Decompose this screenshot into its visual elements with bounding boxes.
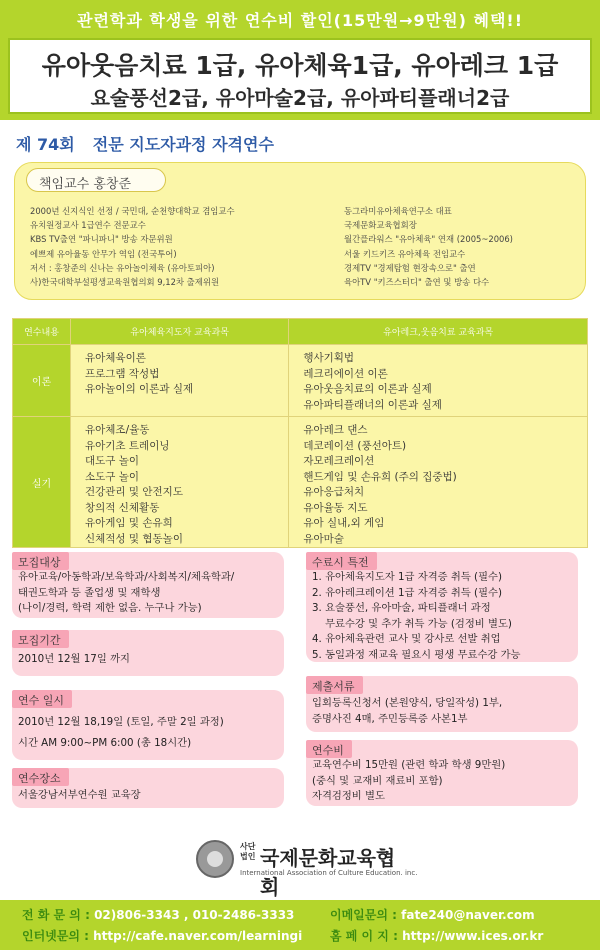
period-card bbox=[12, 630, 284, 676]
career-item: 경제TV "경제탐험 현장속으로" 출연 bbox=[344, 262, 476, 273]
professor-tag: 책임교수 홍창준 bbox=[26, 168, 166, 192]
target-label: 모집대상 bbox=[12, 552, 69, 570]
cafe-link[interactable]: http://cafe.naver.com/learningi bbox=[93, 929, 303, 943]
logo-name: 국제문화교육협회 bbox=[260, 846, 396, 899]
contact-footer bbox=[0, 900, 600, 950]
career-item: 서울 키드키즈 유아체육 전임교수 bbox=[344, 248, 466, 259]
career-item: 육아TV "키즈스터디" 출연 및 방송 다수 bbox=[344, 277, 490, 288]
venue-body: 서울강남서부연수원 교육장 bbox=[18, 789, 141, 801]
schedule-label: 연수 일시 bbox=[12, 690, 72, 708]
benefits-label: 수료시 특전 bbox=[306, 552, 377, 570]
phone-line bbox=[22, 906, 294, 923]
course-number: 제 74회 bbox=[16, 135, 75, 154]
header-sports: 유아체육지도자 교육과목 bbox=[71, 319, 289, 345]
course-name: 전문 지도자과정 자격연수 bbox=[92, 135, 274, 154]
title-line-2: 요술풍선2급, 유아마술2급, 유아파티플래너2급 bbox=[90, 86, 510, 110]
target-card bbox=[12, 552, 284, 618]
benefits-card bbox=[306, 552, 578, 662]
header-recreation: 유아레크,웃음치료 교육과목 bbox=[289, 319, 588, 345]
period-label: 모집기간 bbox=[12, 630, 69, 648]
venue-card bbox=[12, 768, 284, 808]
email-label: 이메일문의 : bbox=[330, 908, 397, 922]
course-title bbox=[16, 132, 274, 155]
theory-sports-cell: 유아체육이론 프로그램 작성법 유아놀이의 이론과 실제 bbox=[71, 345, 289, 417]
curriculum-table bbox=[12, 318, 588, 548]
phone-label: 전 화 문 의 : bbox=[22, 908, 90, 922]
fee-card bbox=[306, 740, 578, 806]
web-label: 인터넷문의 : bbox=[22, 929, 89, 943]
professor-career-left bbox=[30, 204, 235, 289]
career-item: KBS TV출연 "파니파니" 방송 자문위원 bbox=[30, 234, 173, 245]
benefits-body: 1. 유아체육지도자 1급 자격증 취득 (필수) 2. 유아레크레이션 1급 자격증 취득 (필수) 3. 요술풍선, 유아마술, 파티플래너 과정 무료수강 및 추가 취득 가능 (검정비 별도) 4. 유아체육관련 교사 및 강사로 선발 취업 5. 동일과정 재교육 필요시 평생 무료수강 가능 bbox=[312, 571, 521, 661]
fee-body: 교육연수비 15만원 (관련 학과 학생 9만원) (중식 및 교재비 재료비 포함) 자격검정비 별도 bbox=[312, 759, 506, 802]
homepage-label: 홈 페 이 지 : bbox=[330, 929, 398, 943]
schedule-card bbox=[12, 690, 284, 760]
period-body: 2010년 12월 17일 까지 bbox=[18, 653, 130, 665]
phone-value: 02)806-3343 , 010-2486-3333 bbox=[94, 908, 295, 922]
career-item: 2000년 신지식인 선정 / 국민대, 순천향대학교 겸임교수 bbox=[30, 206, 235, 216]
target-body: 유아교육/아동학과/보육학과/사회복지/체육학과/ 태권도학과 등 졸업생 및 재학생 (나이/경력, 학력 제한 없음. 누구나 가능) bbox=[18, 571, 235, 614]
theory-recreation-cell: 행사기획법 레크리에이션 이론 유아웃음치료의 이론과 실제 유아파티플래너의 이론과 실제 bbox=[289, 345, 588, 417]
email-link[interactable]: fate240@naver.com bbox=[401, 908, 535, 922]
professor-career-right bbox=[344, 204, 513, 289]
association-emblem-icon bbox=[196, 840, 234, 878]
header-band bbox=[0, 0, 600, 120]
career-item: 저서 : 홍창준의 신나는 유아놀이체육 (유아토피아) bbox=[30, 262, 215, 273]
title-box bbox=[8, 38, 592, 114]
homepage-link[interactable]: http://www.ices.or.kr bbox=[402, 929, 544, 943]
promo-banner: 관련학과 학생을 위한 연수비 할인(15만원→9만원) 혜택!! bbox=[77, 11, 523, 30]
table-row bbox=[13, 345, 588, 417]
venue-label: 연수장소 bbox=[12, 768, 69, 786]
association-logo bbox=[196, 838, 418, 899]
title-line-1: 유아웃음치료 1급, 유아체육1급, 유아레크 1급 bbox=[41, 51, 559, 80]
career-item: 국제문화교육협회장 bbox=[344, 220, 417, 231]
career-item: 유치원정교사 1급연수 전문교수 bbox=[30, 220, 146, 231]
table-row bbox=[13, 417, 588, 548]
curriculum-header-row bbox=[13, 319, 588, 345]
documents-card bbox=[306, 676, 578, 732]
homepage-line bbox=[330, 927, 543, 944]
schedule-body: 2010년 12월 18,19일 (토일, 주말 2일 과정) 시간 AM 9:00~PM 6:00 (총 18시간) bbox=[18, 716, 224, 749]
career-item: 월간플라워스 "유아체육" 연재 (2005~2006) bbox=[344, 234, 513, 245]
email-line bbox=[330, 906, 535, 923]
documents-body: 입회등록신청서 (본원양식, 당일작성) 1부, 증명사진 4매, 주민등록증 사본1부 bbox=[312, 697, 503, 725]
fee-label: 연수비 bbox=[306, 740, 352, 758]
career-item: 사)한국대학부설평생교육원협의회 9,12차 출제위원 bbox=[30, 277, 220, 288]
header-content: 연수내용 bbox=[13, 319, 71, 345]
web-line bbox=[22, 927, 302, 944]
logo-corporate-mark: 사단 법인 bbox=[240, 842, 256, 861]
career-item: 에쁘제 유아율동 안무가 역임 (전국투어) bbox=[30, 248, 177, 259]
documents-label: 제출서류 bbox=[306, 676, 363, 694]
career-item: 동그라미유아체육연구소 대표 bbox=[344, 206, 452, 216]
practice-sports-cell: 유아체조/율동 유아기초 트레이닝 대도구 놀이 소도구 놀이 건강관리 및 안전지도 창의적 신체활동 유아게임 및 손유희 신체적성 및 협동놀이 bbox=[71, 417, 289, 548]
practice-recreation-cell: 유아레크 댄스 데코레이션 (풍선아트) 자모레크레이션 핸드게임 및 손유희 (주의 집중법) 유아응급처치 유아율동 지도 유아 실내,외 게임 유아마술 bbox=[289, 417, 588, 548]
category-practice: 실기 bbox=[13, 417, 71, 548]
category-theory: 이론 bbox=[13, 345, 71, 417]
logo-english-name: International Association of Culture Education. inc. bbox=[240, 869, 418, 877]
